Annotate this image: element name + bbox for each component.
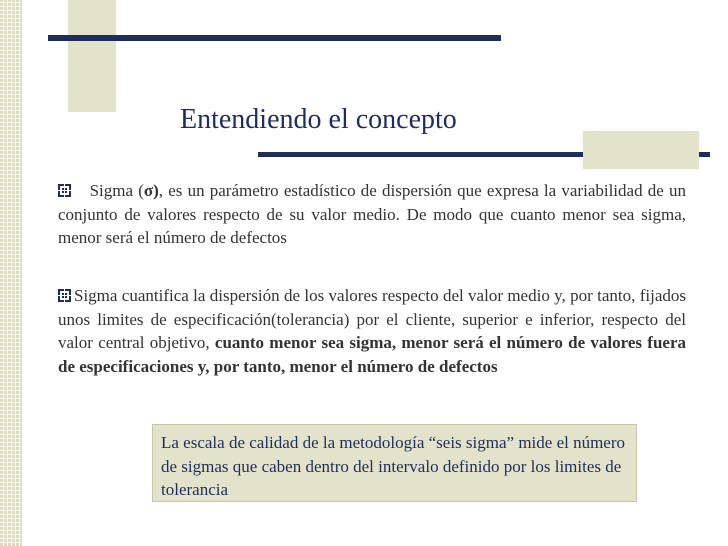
note-box: La escala de calidad de la metodología “seis sigma” mide el número de sigmas que caben dentro del intervalo definido por los limites de tolerancia [152,424,637,502]
paragraph2-bold: cuanto menor sea sigma, menor será el número de valores fuera de especificaciones y, por tanto, menor el número de defectos [58,333,687,376]
decorative-beige-block-top [68,0,116,112]
decorative-left-stripe [0,0,22,546]
decorative-navy-bar-top [48,35,501,41]
paragraph-sigma-dispersion [58,284,686,378]
paragraph1-lead: Sigma ( [89,181,144,200]
paragraph2-normal: Sigma cuantifica la dispersión de los valores respecto del valor medio y, por tanto, fijados unos limites de especificación(tolerancia) por el cliente, superior e inferior, respecto del valor central objetivo, [58,286,686,352]
paragraph1-rest: , es un parámetro estadístico de dispersión que expresa la variabilidad de un conjunto de valores respecto de su valor medio. De modo que cuanto menor sea sigma, menor será el número de defectos [58,181,686,247]
square-bullet-icon [58,289,71,302]
slide-title: Entendiendo el concepto [180,104,457,135]
decorative-beige-block-mid [583,131,699,169]
paragraph-sigma-definition [58,179,686,250]
square-bullet-icon [58,184,71,197]
sigma-symbol: σ) [143,181,159,200]
